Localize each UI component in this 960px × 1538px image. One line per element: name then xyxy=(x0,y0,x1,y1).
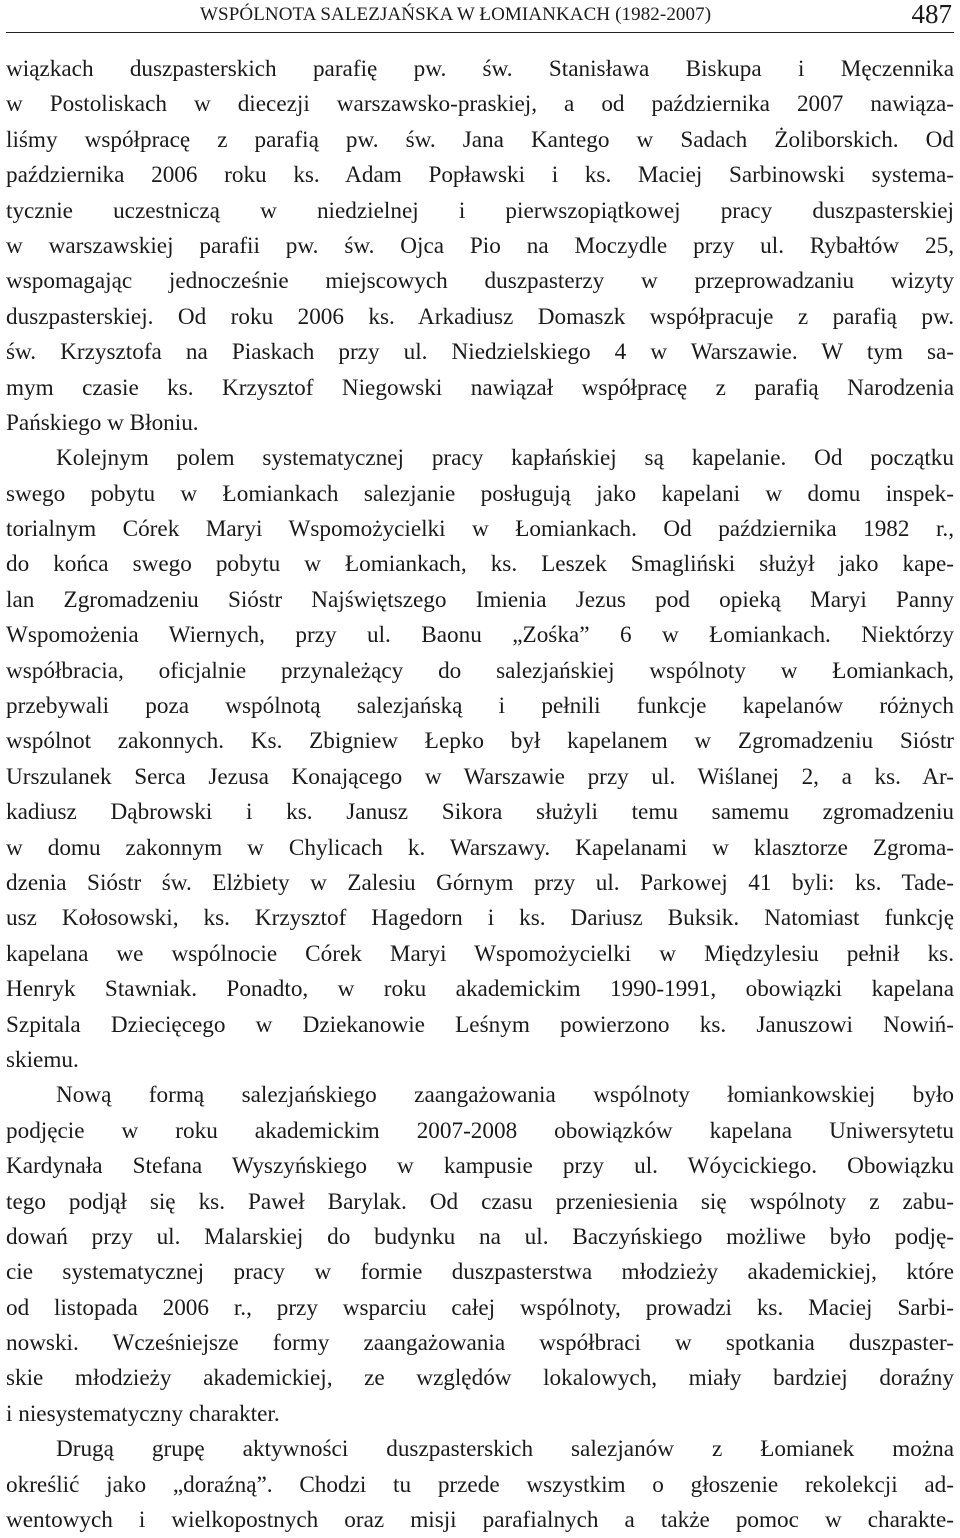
text-line: nowski. Wcześniejsze formy zaangażowania współbraci w spotkania duszpaster- xyxy=(6,1330,954,1357)
text-line: cie systematycznej pracy w formie duszpasterstwa młodzieży akademickiej, które xyxy=(6,1259,954,1286)
text-line: wentowych i wielkopostnych oraz misji parafialnych a także pomoc w charakte- xyxy=(6,1507,954,1534)
text-line: dzenia Sióstr św. Elżbiety w Zalesiu Górnym przy ul. Parkowej 41 byli: ks. Tade- xyxy=(6,869,954,896)
text-line: Drugą grupę aktywności duszpasterskich salezjanów z Łomianek można xyxy=(56,1436,954,1463)
page-number: 487 xyxy=(911,0,952,29)
text-line: określić jako „doraźną”. Chodzi tu przede wszystkim o głoszenie rekolekcji ad- xyxy=(6,1471,954,1498)
text-line: torialnym Córek Maryi Wspomożycielki w Łomiankach. Od października 1982 r., xyxy=(6,516,954,543)
text-line: Pańskiego w Błoniu. xyxy=(6,409,199,436)
running-header xyxy=(6,0,954,33)
text-line: w domu zakonnym w Chylicach k. Warszawy. Kapelanami w klasztorze Zgroma- xyxy=(6,834,954,861)
text-line: od listopada 2006 r., przy wsparciu całej wspólnoty, prowadzi ks. Maciej Sarbi- xyxy=(6,1294,954,1321)
text-line: Szpitala Dziecięcego w Dziekanowie Leśnym powierzono ks. Januszowi Nowiń- xyxy=(6,1011,954,1038)
text-line: podjęcie w roku akademickim 2007-2008 obowiązków kapelana Uniwersytetu xyxy=(6,1117,954,1144)
paragraph xyxy=(6,52,954,441)
text-line: skie młodzieży akademickiej, ze względów lokalowych, miały bardziej doraźny xyxy=(6,1365,954,1392)
text-line: Wspomożenia Wiernych, przy ul. Baonu „Zośka” 6 w Łomiankach. Niektórzy xyxy=(6,622,954,649)
text-line: Urszulanek Serca Jezusa Konającego w Warszawie przy ul. Wiślanej 2, a ks. Ar- xyxy=(6,763,954,790)
text-line: kapelana we wspólnocie Córek Maryi Wspomożycielki w Międzylesiu pełnił ks. xyxy=(6,940,954,967)
text-line: do końca swego pobytu w Łomiankach, ks. Leszek Smagliński służył jako kape- xyxy=(6,551,954,578)
text-line: mym czasie ks. Krzysztof Niegowski nawiązał współpracę z parafią Narodzenia xyxy=(6,374,954,401)
text-line: duszpasterskiej. Od roku 2006 ks. Arkadiusz Domaszk współpracuje z parafią pw. xyxy=(6,303,954,330)
text-line: w warszawskiej parafii pw. św. Ojca Pio na Moczydle przy ul. Rybałtów 25, xyxy=(6,232,954,259)
text-line: wiązkach duszpasterskich parafię pw. św. Stanisława Biskupa i Męczennika xyxy=(6,56,954,82)
text-line: października 2006 roku ks. Adam Popławski i ks. Maciej Sarbinowski systema- xyxy=(6,162,954,189)
text-line: skiemu. xyxy=(6,1046,79,1073)
text-line: przebywali poza wspólnotą salezjańską i pełnili funkcje kapelanów różnych xyxy=(6,693,954,720)
text-line: współbracia, oficjalnie przynależący do salezjańskiej wspólnoty w Łomiankach, xyxy=(6,657,954,684)
body-text xyxy=(6,52,954,1538)
text-line: tycznie uczestniczą w niedzielnej i pierwszopiątkowej pracy duszpasterskiej xyxy=(6,197,954,224)
text-line: kadiusz Dąbrowski i ks. Janusz Sikora służyli temu samemu zgromadzeniu xyxy=(6,799,954,826)
text-line: w Postoliskach w diecezji warszawsko-praskiej, a od października 2007 nawiąza- xyxy=(6,91,954,118)
paragraph xyxy=(6,1078,954,1432)
text-line: Kolejnym polem systematycznej pracy kapłańskiej są kapelanie. Od początku xyxy=(56,445,954,472)
text-line: Kardynała Stefana Wyszyńskiego w kampusie przy ul. Wóycickiego. Obowiązku xyxy=(6,1153,954,1180)
running-header-title: WSPÓLNOTA SALEZJAŃSKA W ŁOMIANKACH (1982-2007) xyxy=(200,4,712,25)
paragraph xyxy=(6,441,954,1078)
text-line: liśmy współpracę z parafią pw. św. Jana Kantego w Sadach Żoliborskich. Od xyxy=(6,126,954,153)
paragraph xyxy=(6,1432,954,1538)
text-line: Henryk Stawniak. Ponadto, w roku akademickim 1990-1991, obowiązki kapelana xyxy=(6,976,954,1003)
text-line: swego pobytu w Łomiankach salezjanie posługują jako kapelani w domu inspek- xyxy=(6,480,954,507)
text-line: św. Krzysztofa na Piaskach przy ul. Niedzielskiego 4 w Warszawie. W tym sa- xyxy=(6,339,954,366)
text-line: dowań przy ul. Malarskiej do budynku na ul. Baczyńskiego możliwe było podję- xyxy=(6,1223,954,1250)
text-line: wspólnot zakonnych. Ks. Zbigniew Łepko był kapelanem w Zgromadzeniu Sióstr xyxy=(6,728,954,755)
text-line: wspomagając jednocześnie miejscowych duszpasterzy w przeprowadzaniu wizyty xyxy=(6,268,954,295)
text-line: lan Zgromadzeniu Sióstr Najświętszego Imienia Jezus pod opieką Maryi Panny xyxy=(6,586,954,613)
text-line: Nową formą salezjańskiego zaangażowania wspólnoty łomiankowskiej było xyxy=(56,1082,954,1109)
text-line: usz Kołosowski, ks. Krzysztof Hagedorn i ks. Dariusz Buksik. Natomiast funkcję xyxy=(6,905,954,932)
text-line: tego podjął się ks. Paweł Barylak. Od czasu przeniesienia się wspólnoty z zabu- xyxy=(6,1188,954,1215)
text-line: i niesystematyczny charakter. xyxy=(6,1400,280,1427)
